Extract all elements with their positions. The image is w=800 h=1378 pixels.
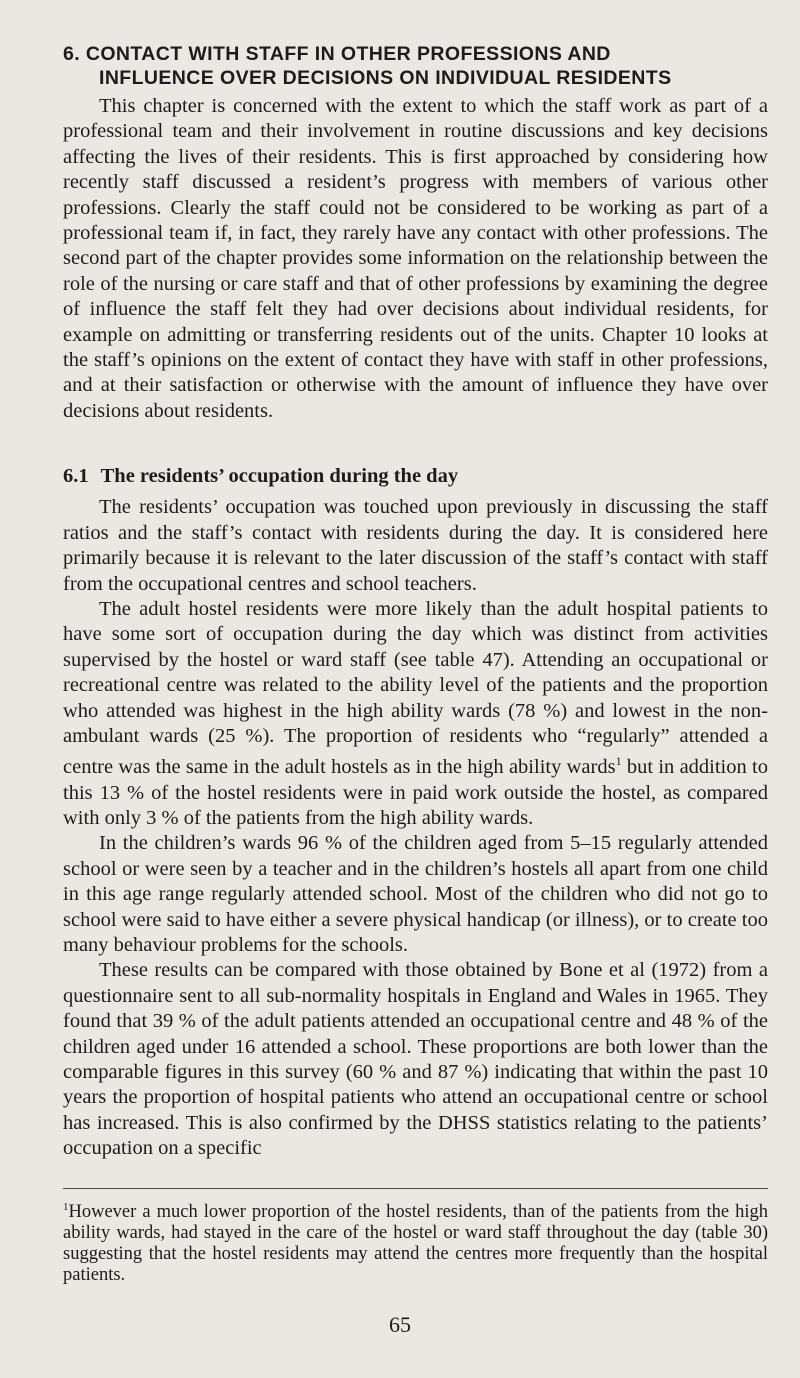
section-paragraph-1: The residents’ occupation was touched upon previously in discussing the staff ratios and the staff’s contact with residents during the day. It is considered here primarily because it is relevant to the later discussion of the staff’s contact with staff from the occupational centres and school teachers. <box>63 496 768 595</box>
page-number: 65 <box>389 1312 411 1337</box>
section-heading <box>63 464 768 489</box>
section-number: 6.1 <box>63 465 89 488</box>
paragraph-2-text-b: but in addition to this 13 % of the hostel residents were in paid work outside the hostel, as compared with only 3 % of the patients from the high ability wards. <box>63 756 768 829</box>
chapter-title-line-1: 6. CONTACT WITH STAFF IN OTHER PROFESSIONS AND <box>63 43 611 65</box>
footnote <box>63 1197 768 1286</box>
chapter-intro-paragraph: This chapter is concerned with the extent to which the staff work as part of a professional team and their involvement in routine discussions and key decisions affecting the lives of their residents. This is first approached by considering how recently staff discussed a resident’s progress with members of various other professions. Clearly the staff could not be considered to be working as part of a professional team if, in fact, they rarely have any contact with other professions. The second part of the chapter provides some information on the relationship between the role of the nursing or care staff and that of other professions by examining the degree of influence the staff felt they had over decisions about individual residents, for example on admitting or transferring residents out of the units. Chapter 10 looks at the staff’s opinions on the extent of contact they have with staff in other professions, and at their satisfaction or otherwise with the amount of influence they have over decisions about residents. <box>63 95 768 422</box>
paragraph-2-text-a: The adult hostel residents were more likely than the adult hospital patients to have some sort of occupation during the day which was distinct from activities supervised by the hostel or ward staff (see table 47). Attending an occupational or recreational centre was related to the ability level of the patients and the proportion who attended was highest in the high ability wards (78 %) and lowest in the non-ambulant wards (25 %). The proportion of residents who “regularly” attended a centre was the same in the adult hostels as in the high ability wards <box>63 597 768 779</box>
footnote-reference: 1 <box>615 754 622 769</box>
chapter-title <box>63 42 768 90</box>
section-paragraph-2 <box>63 597 768 831</box>
section-title: The residents’ occupation during the day <box>100 465 459 488</box>
footnote-marker: 1 <box>63 1200 69 1213</box>
footnote-text: However a much lower proportion of the hostel residents, than of the patients from the high ability wards, had stayed in the care of the hostel or ward staff throughout the day (table 30) suggesting that the hostel residents may attend the centres more frequently than the hospital patients. <box>63 1201 768 1285</box>
footnote-divider <box>63 1188 768 1189</box>
chapter-title-line-2: INFLUENCE OVER DECISIONS ON INDIVIDUAL RESIDENTS <box>99 67 672 89</box>
section-paragraph-3: In the children’s wards 96 % of the children aged from 5–15 regularly attended school or were seen by a teacher and in the children’s hostels all apart from one child in this age range regularly attended school. Most of the children who did not go to school were said to have either a severe physical handicap (or illness), or to create too many behaviour problems for the schools. <box>63 832 768 957</box>
section-paragraph-4: These results can be compared with those obtained by Bone et al (1972) from a questionnaire sent to all sub-normality hospitals in England and Wales in 1965. They found that 39 % of the adult patients attended an occupational centre and 48 % of the children aged under 16 attended a school. These proportions are both lower than the comparable figures in this survey (60 % and 87 %) indicating that within the past 10 years the proportion of hospital patients who attend an occupational centre or school has increased. This is also confirmed by the DHSS statistics relating to the patients’ occupation on a specific <box>63 959 768 1160</box>
